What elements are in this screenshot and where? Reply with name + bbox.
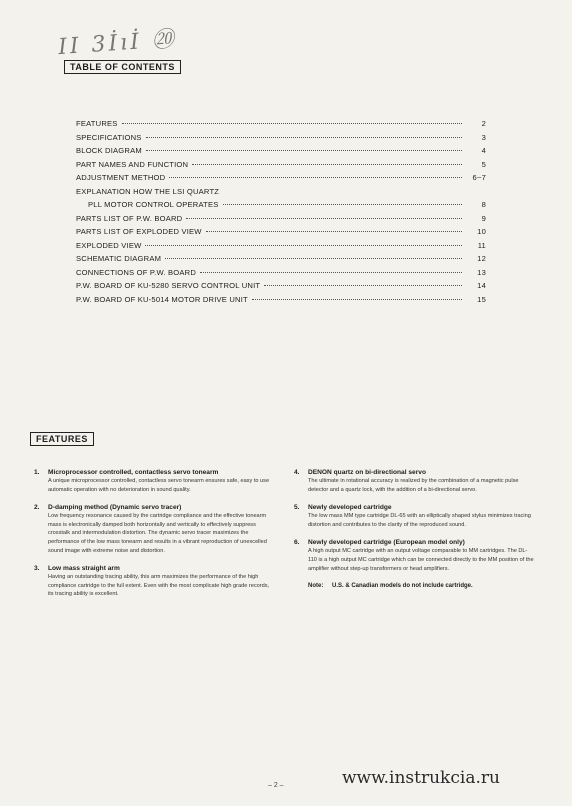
page-number: – 2 –: [268, 782, 284, 789]
toc-row[interactable]: [76, 241, 486, 255]
feature-body: A unique microprocessor controlled, contactless servo tonearm ensures safe, easy to use automatic operation with no deterioration in sound quality.: [48, 478, 270, 493]
feature-heading: DENON quartz on bi-directional servo: [308, 469, 426, 476]
toc-row[interactable]: [76, 295, 486, 309]
toc-heading: TABLE OF CONTENTS: [64, 60, 181, 74]
toc-row[interactable]: [76, 160, 486, 174]
toc-row[interactable]: [76, 214, 486, 228]
feature-number: 3.: [34, 565, 40, 573]
feature-body: A high output MC cartridge with an output voltage comparable to MM cartridges. The DL-110 is a high output MC cartridge which can be connected directly to the MM position of the amplifier without step-up transformers or head amplifiers.: [308, 548, 534, 572]
toc-entry-text: P.W. BOARD OF KU-5280 SERVO CONTROL UNIT: [76, 281, 261, 290]
feature-item: [294, 503, 534, 529]
feature-heading: D-damping method (Dynamic servo tracer): [48, 504, 182, 512]
toc-entry-page: 14: [477, 281, 486, 290]
feature-body: The ultimate in rotational accuracy is realized by the combination of a magnetic pulse detector and a quartz lock, with the addition of a bi-directional servo.: [308, 478, 519, 493]
toc-entry-text: PLL MOTOR CONTROL OPERATES: [88, 200, 219, 209]
toc-entry-page: 6~7: [472, 173, 486, 182]
feature-item: [34, 468, 274, 494]
toc-entry-text: P.W. BOARD OF KU-5014 MOTOR DRIVE UNIT: [76, 294, 248, 304]
toc-entry-text: SCHEMATIC DIAGRAM: [76, 254, 162, 263]
toc-entry-page: 10: [477, 227, 486, 236]
table-of-contents: [76, 119, 486, 308]
toc-entry-page: 13: [477, 267, 486, 277]
toc-row[interactable]: [76, 254, 486, 268]
toc-entry-text: EXPLANATION HOW THE LSI QUARTZ: [76, 186, 220, 196]
toc-row[interactable]: [76, 227, 486, 241]
toc-row[interactable]: [76, 146, 486, 160]
feature-body: Low frequency resonance caused by the cartridge compliance and the effective tonearm mass is electronically damped both horizontally and vertically to effectively suppress crosstalk and intermodulation distortion. The dynamic servo tracer maximizes the performance of the low mass tonearm and results in a vibrant reproduction of unexcelled sound image with extreme noise and distortion.: [48, 513, 267, 554]
toc-row[interactable]: [76, 187, 486, 201]
feature-item: [294, 468, 534, 494]
toc-entry-text: EXPLODED VIEW: [76, 240, 142, 250]
feature-number: 6.: [294, 539, 300, 547]
feature-body: Having an outstanding tracing ability, this arm maximizes the performance of the high compliance cartridge to the full extent. Even with the most complicate high grade records, its tracing ability is excellent.: [48, 574, 270, 598]
feature-item: [294, 538, 534, 573]
note-text: U.S. & Canadian models do not include cartridge.: [332, 583, 473, 590]
toc-entry-text: PART NAMES AND FUNCTION: [76, 159, 189, 169]
toc-row[interactable]: [76, 200, 486, 214]
feature-body: The low mass MM type cartridge DL-65 with an elliptically shaped stylus minimizes tracing distortion and contributes to the clarity of the reproduced sound.: [308, 513, 531, 528]
toc-entry-text: CONNECTIONS OF P.W. BOARD: [76, 267, 197, 277]
toc-entry-page: 11: [477, 240, 486, 250]
toc-entry-text: PARTS LIST OF P.W. BOARD: [76, 213, 183, 223]
feature-number: 4.: [294, 469, 300, 476]
feature-heading: Microprocessor controlled, contactless servo tonearm: [48, 469, 219, 476]
toc-entry-page: 12: [477, 254, 486, 263]
features-right-column: [294, 468, 534, 591]
toc-row[interactable]: [76, 119, 486, 133]
feature-item: [34, 564, 274, 599]
toc-entry-text: SPECIFICATIONS: [76, 132, 142, 142]
feature-heading: Low mass straight arm: [48, 565, 120, 573]
toc-entry-page: 3: [481, 132, 486, 142]
toc-row[interactable]: [76, 281, 486, 295]
feature-heading: Newly developed cartridge (European model only): [308, 539, 465, 547]
features-left-column: [34, 468, 274, 608]
toc-entry-page: 5: [481, 159, 486, 169]
toc-entry-text: ADJUSTMENT METHOD: [76, 173, 166, 182]
toc-row[interactable]: [76, 173, 486, 187]
toc-entry-page: 2: [481, 119, 486, 128]
toc-entry-page: 8: [481, 200, 486, 209]
toc-row[interactable]: [76, 133, 486, 147]
toc-row[interactable]: [76, 268, 486, 282]
feature-number: 1.: [34, 469, 40, 476]
toc-entry-page: 15: [477, 294, 486, 304]
cartridge-note: [308, 582, 534, 591]
watermark-link[interactable]: www.instrukcia.ru: [342, 768, 500, 788]
toc-entry-page: 9: [481, 213, 486, 223]
handwritten-note: ⅠⅠ 3İıİ ⑳: [57, 26, 178, 61]
note-label: Note:: [308, 583, 324, 590]
features-heading: FEATURES: [30, 432, 94, 446]
toc-entry-text: PARTS LIST OF EXPLODED VIEW: [76, 227, 202, 236]
feature-item: [34, 503, 274, 555]
feature-heading: Newly developed cartridge: [308, 504, 392, 512]
feature-number: 5.: [294, 504, 300, 512]
toc-entry-text: FEATURES: [76, 119, 118, 128]
toc-entry-page: 4: [481, 146, 486, 155]
feature-number: 2.: [34, 504, 40, 512]
toc-entry-text: BLOCK DIAGRAM: [76, 146, 142, 155]
